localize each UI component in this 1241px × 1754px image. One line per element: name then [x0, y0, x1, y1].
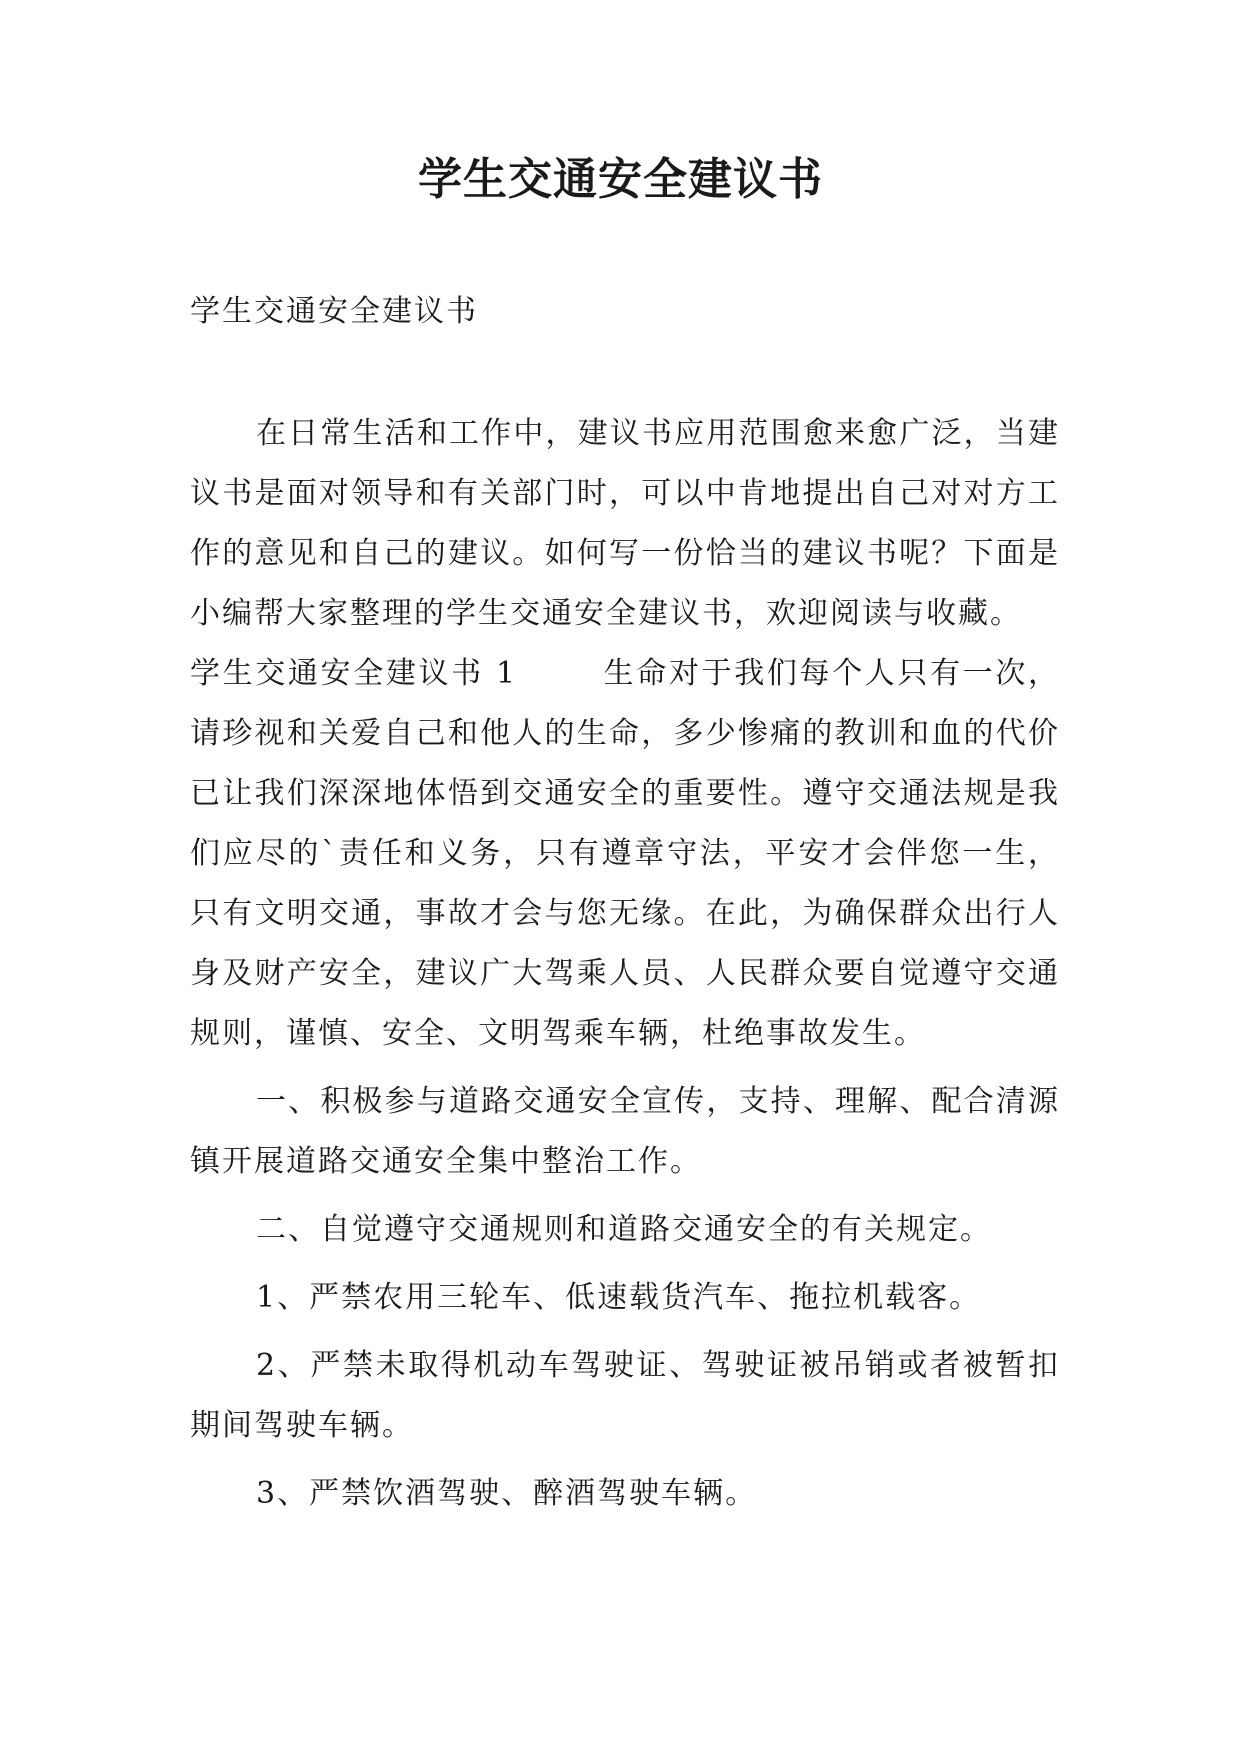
rule-1-paragraph: 1、严禁农用三轮车、低速载货汽车、拖拉机载客。	[256, 1280, 982, 1315]
rule-3-paragraph: 3、严禁饮酒驾驶、醉酒驾驶车辆。	[256, 1476, 758, 1511]
rule-2-paragraph: 2、严禁未取得机动车驾驶证、驾驶证被吊销或者被暂扣期间驾驶车辆。	[190, 1348, 1060, 1443]
item-one-paragraph: 一、积极参与道路交通安全宣传，支持、理解、配合清源镇开展道路交通安全集中整治工作。	[190, 1084, 1060, 1179]
document-title: 学生交通安全建议书	[418, 154, 823, 205]
section-1-paragraph	[190, 644, 1060, 1064]
item-two-paragraph: 二、自觉遵守交通规则和道路交通安全的有关规定。	[256, 1212, 992, 1247]
section-1-heading: 学生交通安全建议书 1	[190, 656, 518, 691]
section-1-text: 生命对于我们每个人只有一次，请珍视和关爱自己和他人的生命，多少惨痛的教训和血的代价已让我们深深地体悟到交通安全的重要性。遵守交通法规是我们应尽的`责任和义务，只有遵章守法，平安才会伴您一生，只有文明交通，事故才会与您无缘。在此，为确保群众出行人身及财产安全，建议广大驾乘人员、人民群众要自觉遵守交通规则，谨慎、安全、文明驾乘车辆，杜绝事故发生。	[190, 656, 1060, 1051]
intro-paragraph: 在日常生活和工作中，建议书应用范围愈来愈广泛，当建议书是面对领导和有关部门时，可以中肯地提出自己对对方工作的意见和自己的建议。如何写一份恰当的建议书呢？下面是小编帮大家整理的学生交通安全建议书，欢迎阅读与收藏。	[190, 416, 1060, 631]
document-body	[190, 404, 1060, 1524]
document-subtitle: 学生交通安全建议书	[190, 294, 478, 329]
